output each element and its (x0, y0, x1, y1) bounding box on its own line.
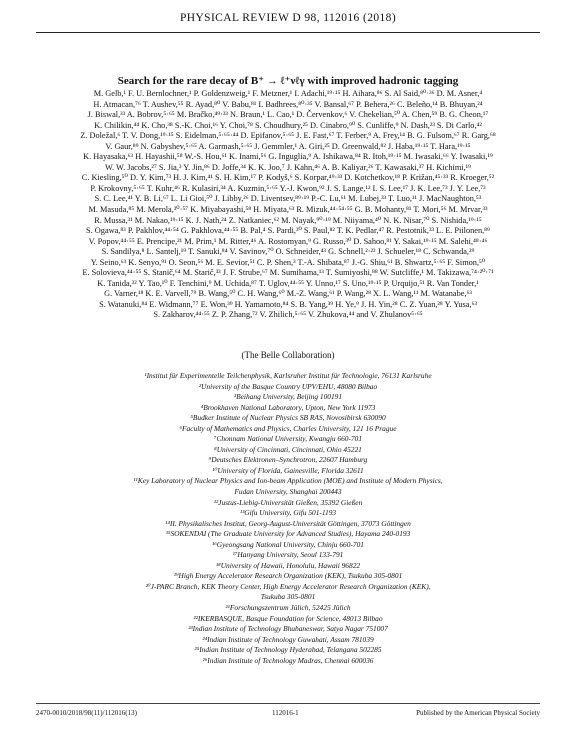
affiliation-line: ¹⁸University of Hawaii, Honolulu, Hawaii 96822 (215, 560, 361, 570)
affiliation-line: ²⁶Indian Institute of Technology Madras, Chennai 600036 (202, 655, 374, 665)
footer-publisher: Published by the American Physical Society (416, 709, 540, 717)
footer-issn: 2470-0010/2018/98(11)/112016(13) (36, 709, 137, 717)
paper-title: Search for the rare decay of B⁺ → ℓ⁺νℓγ with improved hadronic tagging (117, 75, 459, 87)
author-line: M. Masuda,⁸⁵ M. Merola,³⁰·⁵⁷ K. Miyabayashi,⁵⁸ H. Miyata,⁶³ R. Mizuk,⁴⁴·⁵⁴·⁵⁵ G. B. Mohanty,⁸¹ T. Mori,⁵⁶ M. Mrvar,³³ (88, 205, 488, 215)
affiliation-line: ⁶Faculty of Mathematics and Physics, Charles University, 121 16 Prague (179, 423, 397, 433)
footer-rule (36, 703, 540, 704)
author-line: S. Zakharov,⁴⁴·⁵⁵ Z. P. Zhang,⁷² V. Zhilich,⁵·⁶⁵ V. Zhukova,⁴⁴ and V. Zhulanov⁵·⁶⁵ (153, 310, 423, 320)
affiliation-line: ¹¹Key Laboratory of Nuclear Physics and Ion-beam Application (MOE) and Institute of Modern Physics, (133, 476, 443, 486)
author-line: K. Hayasaka,⁶³ H. Hayashii,⁵⁸ W.-S. Hou,⁶¹ K. Inami,⁵⁶ G. Inguglia,⁹ A. Ishikawa,⁸⁴ R. Itoh,¹⁹·¹⁵ M. Iwasaki,⁶⁶ Y. Iwasaki,¹⁹ (83, 152, 493, 162)
author-list (38, 89, 538, 321)
affiliation-line: ²⁵Indian Institute of Technology Hyderabad, Telangana 502285 (194, 645, 382, 655)
affiliation-line: ¹⁰University of Florida, Gainesville, Florida 32611 (212, 465, 364, 475)
author-line: R. Mussa,³¹ M. Nakao,¹⁹·¹⁵ K. J. Nath,²⁴ Z. Natkaniec,⁶² M. Nayak,⁹⁰·¹⁹ M. Niiyama,⁴⁰ N. K. Nisar,⁷⁰ S. Nishida,¹⁹·¹⁵ (94, 215, 482, 225)
affiliation-line: ⁵Budker Institute of Nuclear Physics SB RAS, Novosibirsk 630090 (190, 413, 386, 423)
author-line: Z. Doležal,⁶ T. V. Dong,¹⁹·¹⁵ S. Eidelman,⁵·⁶⁵·⁴⁴ D. Epifanov,⁵·⁶⁵ J. E. Fast,⁶⁷ T. Ferber,⁹ A. Frey,¹⁴ B. G. Fulsom,⁶⁷ R. Garg,⁶⁸ (80, 131, 496, 141)
affiliation-line: ²²IKERBASQUE, Basque Foundation for Science, 48013 Bilbao (193, 613, 383, 623)
author-line: J. Biswal,³³ A. Bobrov,⁵·⁶⁵ M. Bračko,⁴⁹·³³ N. Braun,¹ L. Cao,¹ D. Červenkov,⁶ V. Chekelian,⁵⁰ A. Chen,⁵⁹ B. G. Cheon,¹⁷ (87, 110, 489, 120)
affiliation-list (36, 371, 540, 666)
affiliation-line: ³Beihang University, Beijing 100191 (233, 392, 343, 402)
author-line: V. Popov,⁴⁴·⁵⁵ E. Prencipe,²¹ M. Prim,¹ M. Ritter,⁴⁶ A. Rostomyan,⁹ G. Russo,³⁰ D. Sahoo,⁸¹ Y. Sakai,¹⁹·¹⁵ M. Salehi,⁴⁸·⁴⁶ (88, 236, 488, 246)
affiliation-line: ²University of the Basque Country UPV/EHU, 48080 Bilbao (198, 381, 378, 391)
affiliation-line: ⁸University of Cincinnati, Cincinnati, Ohio 45221 (214, 444, 362, 454)
collaboration-name: (The Belle Collaboration) (241, 350, 335, 360)
page-number: 112016-1 (272, 709, 299, 717)
author-line: K. Chilikin,⁴⁴ K. Cho,³⁸ S.-K. Choi,¹⁶ Y. Choi,⁷⁸ S. Choudhury,²⁵ D. Cinabro,⁹⁰ S. Cunliffe,⁹ N. Dash,²³ S. Di Carlo,⁴² (94, 120, 482, 130)
affiliation-line: Fudan University, Shanghai 200443 (234, 487, 342, 497)
affiliation-line: ⁴Brookhaven National Laboratory, Upton, New York 11973 (200, 402, 376, 412)
affiliation-line: ¹⁵SOKENDAI (The Graduate University for Advanced Studies), Hayama 240-0193 (165, 529, 411, 539)
author-line: C. Kiesling,⁵⁰ D. Y. Kim,⁷³ H. J. Kim,⁴¹ S. H. Kim,¹⁷ P. Kodyš,⁶ S. Korpar,⁴⁹·³³ D. Kotchetkov,¹⁸ P. Križan,⁴⁵·³³ R. Kroeger,⁵² (81, 173, 495, 183)
affiliation-line: ¹⁹High Energy Accelerator Research Organization (KEK), Tsukuba 305-0801 (173, 571, 403, 581)
author-line: E. Solovieva,⁴⁴·⁵⁵ S. Stanič,⁶⁴ M. Starič,³³ J. F. Strube,⁶⁷ M. Sumihama,¹³ T. Sumiyoshi,⁸⁸ W. Sutcliffe,¹ M. Takizawa,⁷⁴·²⁰·⁷¹ (82, 268, 494, 278)
author-line: S. Sandilya,⁸ L. Santelj,¹⁹ T. Sanuki,⁸⁴ V. Savinov,⁷⁰ O. Schneider,⁴³ G. Schnell,²·²² J. Schueler,¹⁸ C. Schwanda,²⁹ (101, 247, 475, 257)
affiliation-line: ²⁰J-PARC Branch, KEK Theory Center, High Energy Accelerator Research Organization (KEK), (145, 581, 431, 591)
affiliation-line: ¹²Justus-Liebig-Universität Gießen, 35392 Gießen (213, 497, 363, 507)
affiliation-line: Tsukuba 305-0801 (260, 592, 316, 602)
affiliation-line: ¹⁶Gyeongsang National University, Chinju 660-701 (212, 539, 364, 549)
author-line: S. Watanuki,⁸⁴ E. Widmann,⁷⁷ E. Won,³⁹ H. Yamamoto,⁸⁴ S. B. Yang,³⁹ H. Ye,⁹ J. H. Yin,²⁸ C. Z. Yuan,²⁸ Y. Yusa,⁶³ (99, 299, 477, 309)
affiliation-line: ²⁴Indian Institute of Technology Guwahati, Assam 781039 (202, 634, 374, 644)
affiliation-line: ¹Institut für Experimentelle Teilchenphysik, Karlsruher Institut für Technologie, 76131 Karlsruhe (144, 371, 432, 380)
author-line: V. Gaur,⁸⁹ N. Gabyshev,⁵·⁶⁵ A. Garmash,⁵·⁶⁵ J. Gemmler,¹ A. Giri,²⁵ D. Greenwald,⁸² J. Haba,¹⁹·¹⁵ T. Hara,¹⁹·¹⁵ (105, 141, 471, 151)
affiliation-line: ⁹Deutsches Elektronen–Synchrotron, 22607 Hamburg (208, 455, 368, 465)
author-line: K. Tanida,³² Y. Tao,¹⁰ F. Tenchini,⁹ M. Uchida,⁸⁷ T. Uglov,⁴⁴·⁵⁵ Y. Unno,¹⁷ S. Uno,¹⁹·¹⁵ P. Urquijo,⁵¹ R. Van Tonder,¹ (97, 278, 479, 288)
affiliation-line: ²³Indian Institute of Technology Bhubaneswar, Satya Nagar 751007 (188, 624, 388, 634)
affiliation-line: ²¹Forschungszentrum Jülich, 52425 Jülich (225, 603, 351, 613)
author-line: S. Ogawa,⁸³ P. Pakhlov,⁴⁴·⁵⁴ G. Pakhlova,⁴⁴·⁵⁵ B. Pal,⁴ S. Pardi,³⁰ S. Paul,⁸² T. K. Pedlar,⁴⁷ R. Pestotnik,³³ L. E. Piilonen,⁸⁹ (86, 226, 490, 236)
journal-header: PHYSICAL REVIEW D 98, 112016 (2018) (179, 12, 397, 24)
header-rule (36, 32, 540, 33)
author-line: H. Atmacan,⁷⁶ T. Aushev,⁵⁵ R. Ayad,⁸⁰ V. Babu,⁸¹ I. Badhrees,⁸⁰·³⁵ V. Bansal,⁶⁷ P. Behera,²⁶ C. Beleño,¹⁴ B. Bhuyan,²⁴ (93, 99, 483, 109)
author-line: G. Varner,¹⁸ K. E. Varvell,⁷⁹ B. Wang,⁵⁰ C. H. Wang,⁶⁰ M.-Z. Wang,⁶¹ P. Wang,²⁸ X. L. Wang,¹¹ M. Watanabe,⁶³ (104, 289, 472, 299)
affiliation-line: ¹⁴II. Physikalisches Institut, Georg-August-Universität Göttingen, 37073 Göttingen (165, 518, 411, 528)
affiliation-line: ¹⁷Hanyang University, Seoul 133-791 (232, 550, 344, 560)
author-line: P. Krokovny,⁵·⁶⁵ T. Kuhr,⁴⁶ R. Kulasiri,³⁴ A. Kuzmin,⁵·⁶⁵ Y.-J. Kwon,⁹² J. S. Lange,¹² I. S. Lee,¹⁷ J. K. Lee,⁷³ J. Y. Lee,⁷³ (90, 183, 486, 193)
author-line: M. Gelb,¹ F. U. Bernlochner,¹ P. Goldenzweig,¹ F. Metzner,¹ I. Adachi,¹⁹·¹⁵ H. Aihara,⁸⁶ S. Al Said,⁸⁰·³⁶ D. M. Asner,⁴ (93, 89, 483, 98)
author-line: Y. Seino,⁶³ K. Senyo,⁹¹ O. Seon,⁵⁶ M. E. Sevior,⁵¹ C. P. Shen,³ T.-A. Shibata,⁸⁷ J.-G. Shiu,⁶¹ B. Shwartz,⁵·⁶⁵ F. Simon,⁵⁰ (90, 257, 486, 267)
author-line: S. C. Lee,⁴¹ Y. B. Li,⁶⁷ L. Li Gioi,⁵⁰ J. Libby,²⁶ D. Liventsev,⁸⁹·¹⁹ P.-C. Lu,⁶¹ M. Lubej,³³ T. Luo,¹¹ J. MacNaughton,⁵³ (94, 194, 482, 204)
affiliation-line: ⁷Chonnam National University, Kwangju 660-701 (213, 434, 363, 444)
affiliation-line: ¹³Gifu University, Gifu 501-1193 (239, 508, 337, 518)
author-line: W. W. Jacobs,²⁷ S. Jia,³ Y. Jin,⁸⁶ D. Joffe,³⁴ K. K. Joo,⁷ J. Kahn,⁴⁶ A. B. Kaliyar,²⁶ T. Kawasaki,³⁷ H. Kichimi,¹⁹ (104, 162, 472, 172)
